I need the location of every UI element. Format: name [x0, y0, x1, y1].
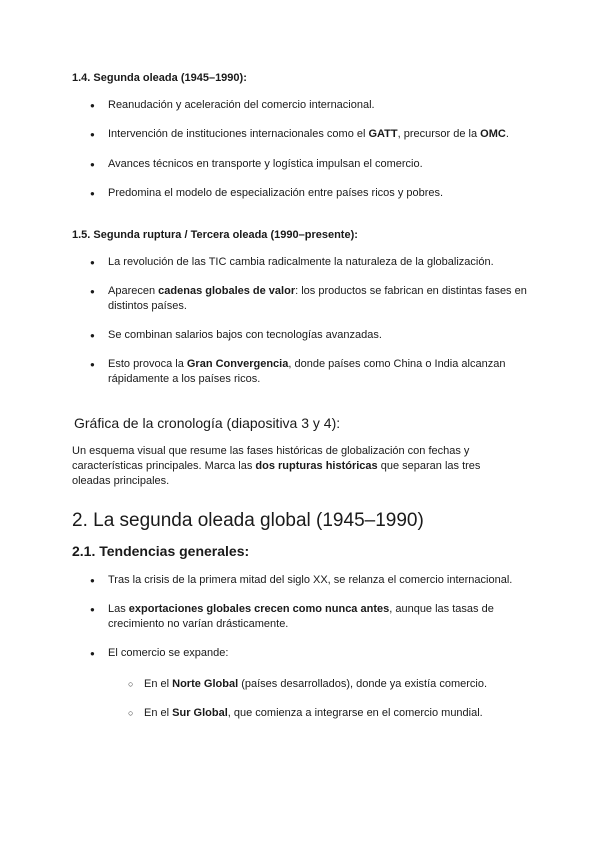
- list-item-text: En el: [144, 707, 173, 719]
- list-item: [90, 646, 528, 661]
- bullet-icon: ●: [90, 331, 95, 340]
- list-item: [90, 328, 528, 343]
- list-item-text: Predomina el modelo de especialización entre países ricos y pobres.: [108, 187, 444, 199]
- paragraph-text: Un esquema visual que resume las fases históricas de globalización con fechas y características principales. Marca las: [72, 445, 470, 472]
- list-item-text: , que comienza a integrarse en el comercio mundial.: [227, 707, 483, 719]
- section-1-5-heading: 1.5. Segunda ruptura / Tercera oleada (1990–presente):: [72, 229, 358, 241]
- list-item-text: Intervención de instituciones internacionales como el: [108, 128, 369, 140]
- list-item-text: Se combinan salarios bajos con tecnologías avanzadas.: [108, 329, 382, 341]
- list-item-text: Las: [108, 603, 129, 615]
- list-item-text: : los productos se fabrican en distintas fases en distintos países.: [108, 285, 527, 312]
- bullet-icon: ●: [90, 130, 95, 139]
- list-item-text: .: [505, 128, 509, 140]
- bullet-icon: ●: [90, 576, 95, 585]
- term-cadenas-globales: cadenas globales de valor: [158, 285, 296, 297]
- term-gatt: GATT: [368, 128, 398, 140]
- list-item-text: , aunque las tasas de crecimiento no varían drásticamente.: [108, 603, 494, 630]
- list-item-text: Reanudación y aceleración del comercio internacional.: [108, 99, 375, 111]
- circle-bullet-icon: ○: [128, 708, 134, 718]
- section-2-heading: 2. La segunda oleada global (1945–1990): [72, 510, 424, 531]
- grafica-paragraph: [72, 444, 512, 489]
- list-item: [90, 284, 528, 314]
- list-item-text: Tras la crisis de la primera mitad del siglo XX, se relanza el comercio internacional.: [108, 574, 513, 586]
- bullet-icon: ●: [90, 189, 95, 198]
- list-item-text: Avances técnicos en transporte y logística impulsan el comercio.: [108, 158, 423, 170]
- list-item: [90, 186, 528, 201]
- list-item: [90, 255, 528, 270]
- list-item: [90, 98, 528, 113]
- grafica-heading: Gráfica de la cronología (diapositiva 3 y 4):: [74, 415, 341, 431]
- list-item-text: , precursor de la: [397, 128, 481, 140]
- list-item-text: , donde países como China o India alcanzan rápidamente a los países ricos.: [108, 358, 506, 385]
- term-exportaciones: exportaciones globales crecen como nunca antes: [128, 603, 390, 615]
- section-1-4-heading: 1.4. Segunda oleada (1945–1990):: [72, 72, 247, 84]
- bullet-icon: ●: [90, 258, 95, 267]
- bullet-icon: ●: [90, 605, 95, 614]
- bullet-icon: ●: [90, 160, 95, 169]
- list-item-text: En el: [144, 678, 173, 690]
- paragraph-text: que separan las tres oleadas principales.: [72, 460, 481, 487]
- sub-list-item: [128, 706, 544, 721]
- term-dos-rupturas: dos rupturas históricas: [255, 460, 378, 472]
- bullet-icon: ●: [90, 360, 95, 369]
- bullet-icon: ●: [90, 649, 95, 658]
- section-2-1-heading: 2.1. Tendencias generales:: [72, 543, 250, 559]
- list-item-text: Aparecen: [108, 285, 159, 297]
- term-omc: OMC: [480, 128, 506, 140]
- list-item: [90, 602, 528, 632]
- list-item: [90, 573, 528, 588]
- circle-bullet-icon: ○: [128, 679, 134, 689]
- bullet-icon: ●: [90, 101, 95, 110]
- list-item: [90, 157, 528, 172]
- bullet-icon: ●: [90, 287, 95, 296]
- list-item: [90, 127, 528, 142]
- sub-list-item: [128, 677, 544, 692]
- term-sur-global: Sur Global: [172, 707, 228, 719]
- term-gran-convergencia: Gran Convergencia: [186, 358, 289, 370]
- list-item-text: (países desarrollados), donde ya existía comercio.: [238, 678, 487, 690]
- list-item-text: El comercio se expande:: [108, 647, 229, 659]
- list-item-text: La revolución de las TIC cambia radicalmente la naturaleza de la globalización.: [108, 256, 494, 268]
- list-item-text: Esto provoca la: [108, 358, 187, 370]
- term-norte-global: Norte Global: [172, 678, 239, 690]
- list-item: [90, 357, 528, 387]
